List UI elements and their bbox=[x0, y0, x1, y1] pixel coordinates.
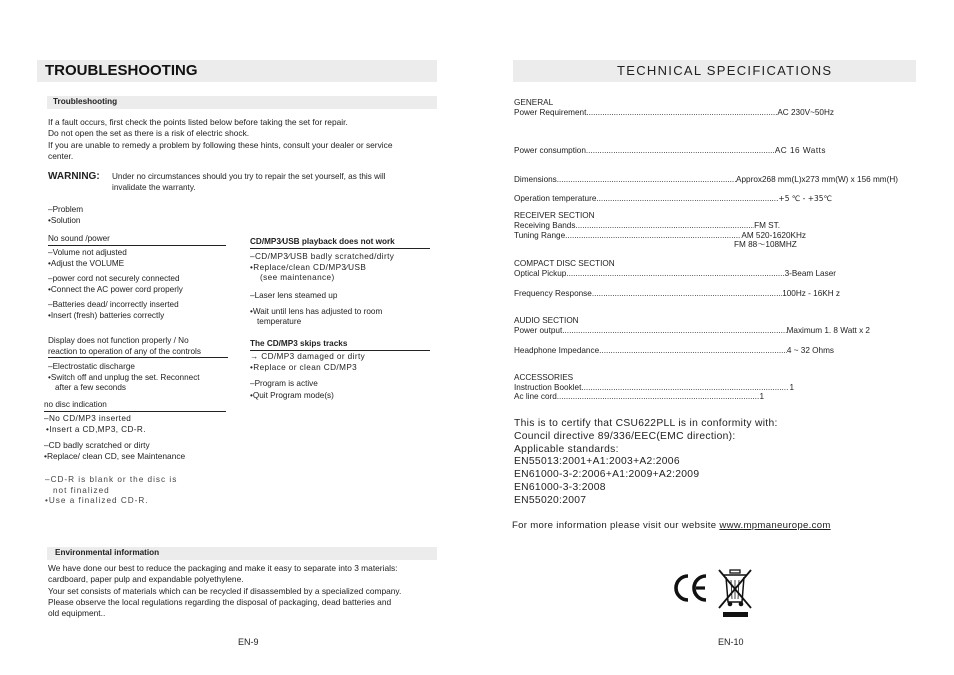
spec-value: AM 520-1620KHz bbox=[741, 231, 806, 240]
skips-items bbox=[250, 352, 440, 373]
spec-value: 100Hz - 16KH z bbox=[782, 289, 840, 298]
conformity-line: Applicable standards: bbox=[514, 443, 619, 455]
ce-mark-icon bbox=[672, 573, 710, 603]
conformity-statement bbox=[514, 418, 854, 508]
display-items bbox=[48, 362, 238, 394]
spec-optical-pickup bbox=[514, 269, 836, 280]
problem-item: – Program is active bbox=[250, 379, 440, 390]
warning-line: Under no circumstances should you try to repair the set yourself, as this will bbox=[112, 172, 386, 181]
spec-value: 1 bbox=[759, 392, 764, 401]
page-number-left: EN-9 bbox=[238, 637, 259, 647]
spec-value: AC 16 Watts bbox=[774, 146, 826, 155]
spec-label: Receiving Bands bbox=[514, 221, 576, 230]
spec-value: FM ST. bbox=[754, 221, 780, 230]
spec-label: Dimensions bbox=[514, 175, 557, 184]
program-items bbox=[250, 379, 440, 401]
problem-item-cont: not finalized bbox=[53, 485, 110, 495]
spec-value: AC 230V~50Hz bbox=[777, 108, 834, 117]
leader-dots bbox=[565, 231, 741, 242]
spec-label: Power consumption bbox=[514, 146, 586, 155]
website-line bbox=[512, 520, 831, 531]
leader-dots bbox=[562, 326, 786, 337]
leader-dots bbox=[575, 221, 754, 232]
heading-cd-usb: CD/MP3∕USB playback does not work bbox=[250, 237, 430, 249]
leader-dots bbox=[557, 175, 736, 186]
section-label-environmental: Environmental information bbox=[55, 548, 160, 557]
laser-items bbox=[250, 291, 440, 328]
heading-display-line: reaction to operation of any of the controls bbox=[48, 347, 228, 359]
env-line: Please observe the local regulations regarding the disposal of packaging, dead batteries and bbox=[48, 596, 392, 607]
page-title: TROUBLESHOOTING bbox=[45, 62, 198, 79]
spec-power-output bbox=[514, 326, 870, 337]
legend-problem: – Problem bbox=[48, 205, 83, 216]
solution-item: • Use a finalized CD-R. bbox=[45, 496, 245, 507]
heading-no-sound-power: No sound /power bbox=[48, 234, 226, 246]
section-label-troubleshooting: Troubleshooting bbox=[53, 97, 118, 106]
spec-dimensions bbox=[514, 175, 898, 186]
intro-text bbox=[48, 117, 438, 162]
spec-headphone-impedance bbox=[514, 346, 834, 357]
no-sound-items bbox=[48, 248, 238, 321]
leader-dots bbox=[596, 194, 778, 205]
problem-item: – CD-R is blank or the disc is bbox=[45, 475, 245, 486]
solution-item: • Replace/ clean CD, see Maintenance bbox=[44, 451, 244, 462]
website-prefix: For more information please visit our website bbox=[512, 520, 717, 531]
spec-label: Headphone Impedance bbox=[514, 346, 600, 355]
solution-item: • Insert a CD,MP3, CD-R. bbox=[44, 425, 244, 436]
spec-value: Maximum 1. 8 Watt x 2 bbox=[786, 326, 870, 335]
leader-dots bbox=[599, 346, 787, 357]
heading-display-line: Display does not function properly / No bbox=[48, 336, 189, 345]
solution-item-cont: after a few seconds bbox=[55, 383, 126, 392]
warning-text bbox=[112, 172, 386, 193]
spec-operation-temperature bbox=[514, 194, 832, 205]
problem-item: – CD/MP3∕USB badly scratched/dirty bbox=[250, 252, 440, 263]
solution-item: • Switch off and unplug the set. Reconnect bbox=[48, 373, 238, 384]
intro-line: If a fault occurs, first check the points listed below before taking the set for repair. bbox=[48, 117, 348, 127]
spec-label: Power output bbox=[514, 326, 563, 335]
heading-no-disc: no disc indication bbox=[44, 400, 226, 412]
spec-frequency-response bbox=[514, 289, 840, 300]
spec-label: Ac line cord bbox=[514, 392, 557, 401]
heading-display bbox=[48, 336, 228, 358]
problem-item: → CD/MP3 damaged or dirty bbox=[250, 352, 366, 361]
solution-item: • Insert (fresh) batteries correctly bbox=[48, 311, 238, 322]
spec-value: Approx268 mm(L)x273 mm(W) x 156 mm(H) bbox=[736, 175, 898, 184]
problem-item: – Batteries dead/ incorrectly inserted bbox=[48, 300, 238, 311]
cd-heading: COMPACT DISC SECTION bbox=[514, 259, 615, 268]
spec-power-consumption bbox=[514, 146, 826, 157]
conformity-line: EN55020:2007 bbox=[514, 494, 587, 506]
spec-value: 1 bbox=[789, 383, 794, 392]
solution-item: • Quit Program mode(s) bbox=[250, 391, 440, 402]
env-line: Your set consists of materials which can be recycled if disassembled by a specialized company. bbox=[48, 585, 402, 596]
problem-item: – Laser lens steamed up bbox=[250, 291, 440, 302]
legend-solution: • Solution bbox=[48, 216, 83, 227]
conformity-line: Council directive 89/336/EEC(EMC direction): bbox=[514, 430, 736, 442]
spec-label: Power Requirement bbox=[514, 108, 587, 117]
problem-item: – Electrostatic discharge bbox=[48, 362, 238, 373]
spec-label: Optical Pickup bbox=[514, 269, 567, 278]
solution-item-cont: (see maintenance) bbox=[260, 273, 335, 282]
leader-dots bbox=[586, 146, 775, 157]
intro-line: Do not open the set as there is a risk of electric shock. bbox=[48, 128, 250, 139]
environmental-text bbox=[48, 563, 440, 619]
cdr-items bbox=[45, 475, 245, 507]
solution-item: • Wait until lens has adjusted to room bbox=[250, 307, 440, 318]
solution-item: • Connect the AC power cord properly bbox=[48, 285, 238, 296]
spec-label: Instruction Booklet bbox=[514, 383, 582, 392]
leader-dots bbox=[557, 392, 760, 403]
env-line: cardboard, paper pulp and expandable polyethylene. bbox=[48, 574, 244, 585]
problem-item: – No CD/MP3 inserted bbox=[44, 414, 244, 425]
page-number-right: EN-10 bbox=[718, 637, 744, 647]
website-link[interactable]: www.mpmaneurope.com bbox=[719, 520, 831, 531]
solution-item: • Replace/clean CD/MP3∕USB bbox=[250, 263, 440, 274]
intro-line: center. bbox=[48, 150, 74, 161]
solution-item-cont: temperature bbox=[257, 317, 302, 326]
problem-item: – power cord not securely connected bbox=[48, 274, 238, 285]
conformity-line: EN61000-3-3:2008 bbox=[514, 481, 606, 493]
heading-skips: The CD/MP3 skips tracks bbox=[250, 339, 430, 351]
leader-dots bbox=[592, 289, 782, 300]
solution-item: • Replace or clean CD/MP3 bbox=[250, 363, 440, 374]
spec-power-requirement bbox=[514, 108, 834, 119]
spec-value: +5 ℃ - +35℃ bbox=[778, 194, 832, 203]
general-heading: GENERAL bbox=[514, 98, 554, 107]
legend bbox=[48, 205, 83, 226]
spec-label: Tuning Range bbox=[514, 231, 566, 240]
leader-dots bbox=[566, 269, 784, 280]
spec-label: Operation temperature bbox=[514, 194, 597, 203]
spec-receiving-bands bbox=[514, 221, 780, 232]
cd-usb-items bbox=[250, 252, 440, 284]
problem-item: – Volume not adjusted bbox=[48, 248, 238, 259]
conformity-line: EN55013:2001+A1:2003+A2:2006 bbox=[514, 456, 680, 468]
warning-line: invalidate the warranty. bbox=[112, 182, 196, 192]
spec-value: 4 ~ 32 Ohms bbox=[786, 346, 834, 355]
no-disc-items bbox=[44, 414, 244, 461]
spec-label: Frequency Response bbox=[514, 289, 592, 298]
conformity-line: EN61000-3-2:2006+A1:2009+A2:2009 bbox=[514, 469, 700, 481]
spec-ac-line-cord bbox=[514, 392, 764, 403]
env-line: old equipment.. bbox=[48, 608, 106, 619]
conformity-line: This is to certify that CSU622PLL is in conformity with: bbox=[514, 418, 778, 429]
problem-item: – CD badly scratched or dirty bbox=[44, 440, 244, 451]
env-line: We have done our best to reduce the packaging and make it easy to separate into 3 materials: bbox=[48, 563, 398, 573]
receiver-heading: RECEIVER SECTION bbox=[514, 211, 595, 220]
audio-heading: AUDIO SECTION bbox=[514, 316, 579, 325]
leader-dots bbox=[586, 108, 777, 119]
weee-bin-icon bbox=[717, 568, 753, 618]
spec-tuning-range-fm: FM 88～108MHZ bbox=[734, 240, 797, 249]
warning-label: WARNING: bbox=[48, 171, 100, 182]
solution-item: • Adjust the VOLUME bbox=[48, 259, 238, 270]
intro-line: If you are unable to remedy a problem by following these hints, consult your dealer or service bbox=[48, 139, 393, 150]
spec-value: 3-Beam Laser bbox=[784, 269, 836, 278]
specs-title: TECHNICAL SPECIFICATIONS bbox=[617, 63, 833, 78]
accessories-heading: ACCESSORIES bbox=[514, 373, 574, 382]
